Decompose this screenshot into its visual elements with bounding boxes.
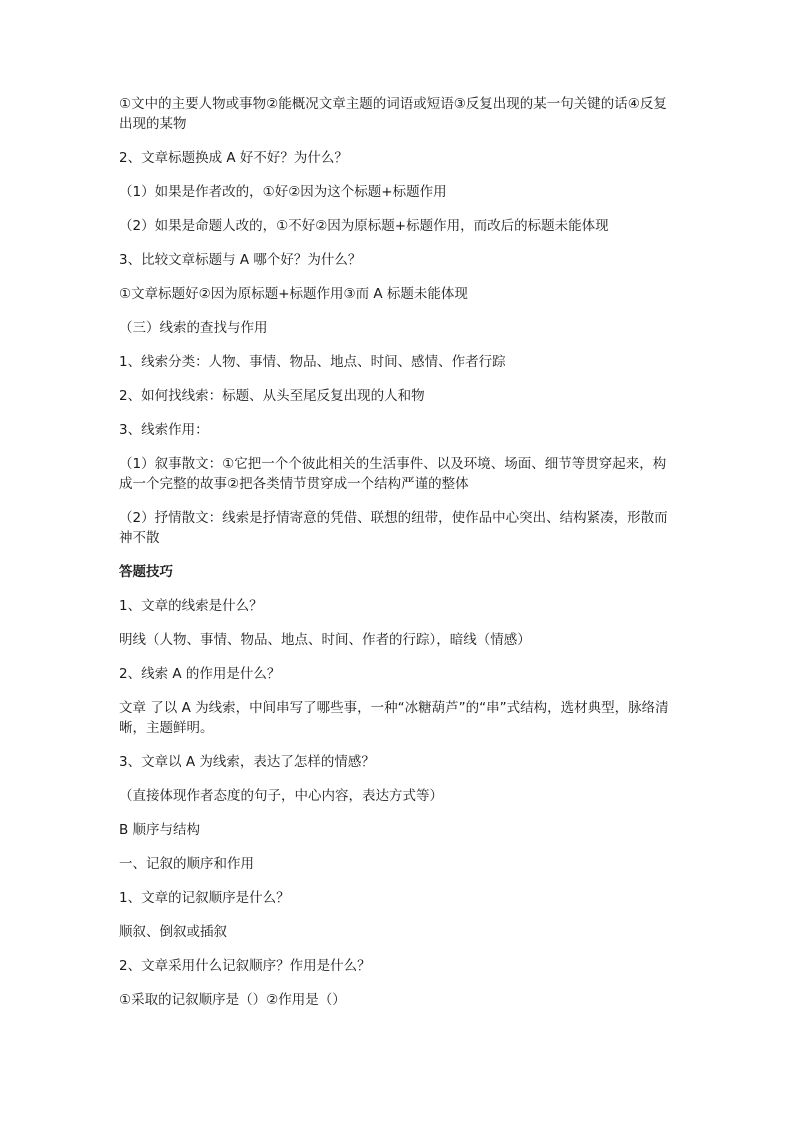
paragraph-question-order: 1、文章的记叙顺序是什么？	[119, 890, 290, 906]
paragraph-lyric-prose: （2）抒情散文：线索是抒情寄意的凭借、联想的纽带，使作品中心突出、结构紧凑，形散而神不散	[119, 510, 668, 546]
paragraph-find-clues: 2、如何找线索：标题、从头至尾反复出现的人和物	[119, 388, 425, 404]
paragraph-emotion-hint: （直接体现作者态度的句子，中心内容，表达方式等）	[119, 788, 443, 804]
paragraph-clue-types: 1、线索分类：人物、事情、物品、地点、时间、感情、作者行踪	[119, 354, 506, 370]
paragraph-clue-function-answer: 文章 了以 A 为线索，中间串写了哪些事，一种“冰糖葫芦”的“串”式结构，选材典型，脉络清晰，主题鲜明。	[119, 700, 669, 736]
paragraph-title-options: ①文中的主要人物或事物②能概况文章主题的词语或短语③反复出现的某一句关键的话④反复出现的某物	[119, 96, 667, 132]
paragraph-explicit-implicit: 明线（人物、事情、物品、地点、时间、作者的行踪），暗线（情感）	[119, 632, 531, 648]
paragraph-narrative-prose: （1）叙事散文：①它把一个个彼此相关的生活事件、以及环境、场面、细节等贯穿起来，构成一个完整的故事②把各类情节贯穿成一个结构严谨的整体	[119, 456, 667, 492]
document-page	[119, 94, 679, 1024]
paragraph-examiner-changed: （2）如果是命题人改的，①不好②因为原标题+标题作用，而改后的标题未能体现	[119, 218, 609, 234]
paragraph-question-clue-function: 2、线索 A 的作用是什么？	[119, 666, 281, 682]
paragraph-compare-answer: ①文章标题好②因为原标题+标题作用③而 A 标题未能体现	[119, 286, 468, 302]
paragraph-question-compare-title: 3、比较文章标题与 A 哪个好？为什么？	[119, 252, 362, 268]
section-heading-narrative-order: 一、记叙的顺序和作用	[119, 856, 254, 872]
paragraph-question-what-clue: 1、文章的线索是什么？	[119, 598, 263, 614]
paragraph-question-emotion: 3、文章以 A 为线索，表达了怎样的情感？	[119, 754, 375, 770]
paragraph-question-order-function: 2、文章采用什么记叙顺序？作用是什么？	[119, 958, 371, 974]
paragraph-question-replace-title: 2、文章标题换成 A 好不好？为什么？	[119, 150, 348, 166]
section-heading-clues: （三）线索的查找与作用	[119, 320, 268, 336]
section-heading-answer-tips: 答题技巧	[119, 564, 173, 580]
paragraph-author-changed: （1）如果是作者改的，①好②因为这个标题+标题作用	[119, 184, 447, 200]
paragraph-order-answer-template: ①采取的记叙顺序是（）②作用是（）	[119, 992, 346, 1008]
paragraph-clue-function: 3、线索作用：	[119, 422, 209, 438]
paragraph-order-types: 顺叙、倒叙或插叙	[119, 924, 227, 940]
section-heading-order-structure: B 顺序与结构	[119, 822, 201, 838]
